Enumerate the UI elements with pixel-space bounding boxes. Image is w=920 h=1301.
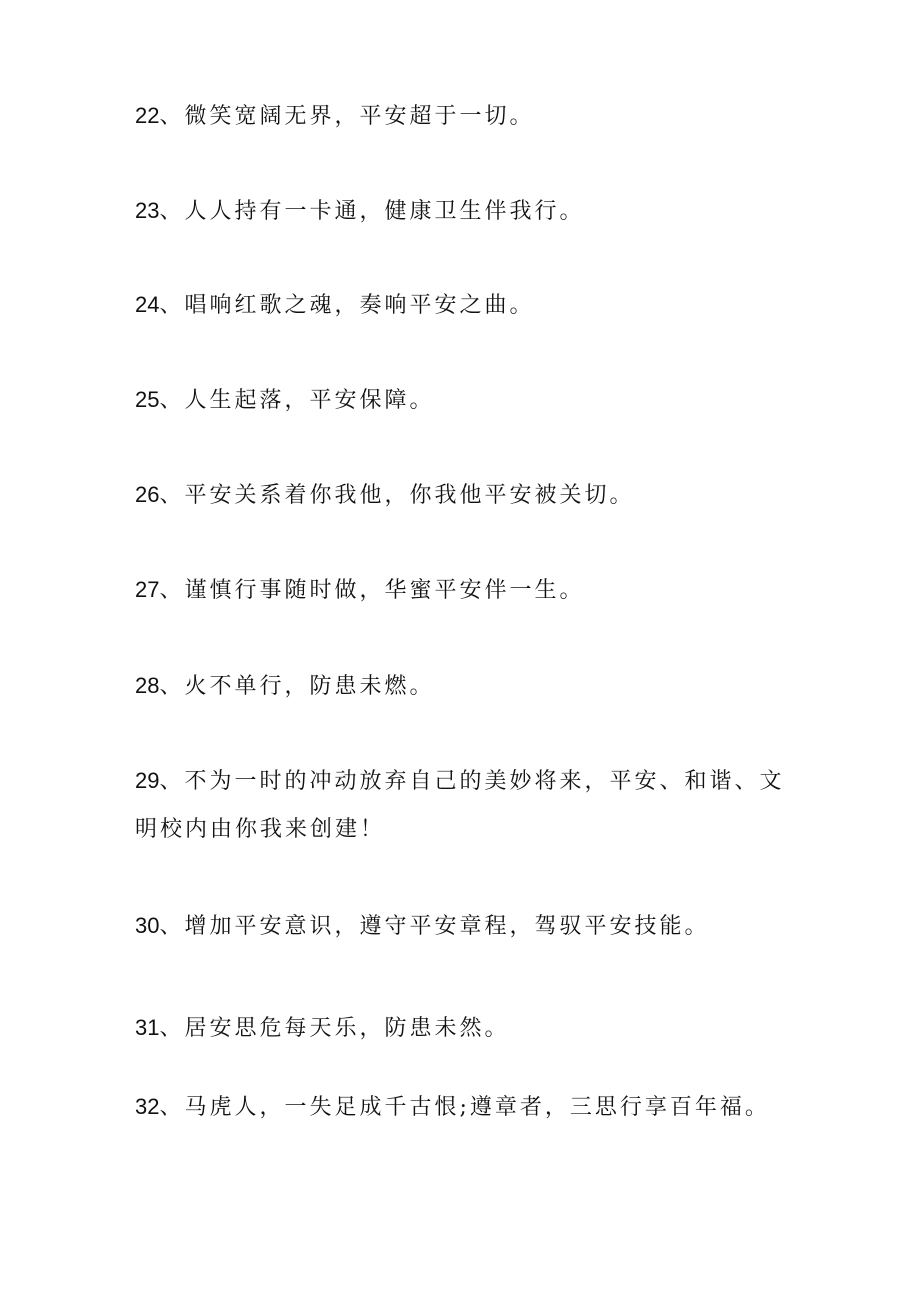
slogan-item-24	[135, 290, 815, 321]
item-text: 、居安思危每天乐，防患未然。	[159, 1016, 510, 1041]
item-number: 22	[135, 103, 160, 128]
item-number: 31	[135, 1015, 160, 1040]
slogan-item-25	[135, 385, 815, 416]
item-number: 23	[135, 198, 160, 223]
item-text: 、谨慎行事随时做，华蜜平安伴一生。	[159, 578, 585, 603]
slogan-item-26	[135, 480, 815, 511]
item-text: 、微笑宽阔无界，平安超于一切。	[159, 104, 535, 129]
item-number: 30	[135, 913, 160, 938]
slogan-item-27	[135, 575, 815, 606]
slogan-item-30	[135, 911, 815, 942]
item-text: 、马虎人，一失足成千古恨;遵章者，三思行享百年福。	[159, 1095, 770, 1120]
item-text: 、人人持有一卡通，健康卫生伴我行。	[159, 199, 585, 224]
slogan-item-22	[135, 101, 815, 132]
item-number: 26	[135, 482, 160, 507]
slogan-item-28	[135, 671, 815, 702]
item-number: 28	[135, 673, 160, 698]
item-text: 、火不单行，防患未燃。	[159, 674, 435, 699]
item-number: 32	[135, 1094, 160, 1119]
item-text: 、唱响红歌之魂，奏响平安之曲。	[159, 293, 535, 318]
item-number: 24	[135, 292, 160, 317]
item-text: 、平安关系着你我他，你我他平安被关切。	[159, 483, 635, 508]
slogan-item-23	[135, 196, 815, 227]
slogan-item-29-continuation	[135, 815, 815, 845]
item-text: 、不为一时的冲动放弃自己的美妙将来，平安、和谐、文	[159, 769, 785, 794]
slogan-item-31	[135, 1013, 815, 1044]
item-text: 、人生起落，平安保障。	[159, 388, 435, 413]
item-text-continuation: 明校内由你我来创建！	[135, 817, 386, 842]
item-number: 27	[135, 577, 160, 602]
item-number: 29	[135, 768, 160, 793]
slogan-item-29	[135, 766, 815, 797]
slogan-item-32	[135, 1092, 815, 1123]
item-text: 、增加平安意识，遵守平安章程，驾驭平安技能。	[159, 914, 710, 939]
item-number: 25	[135, 387, 160, 412]
